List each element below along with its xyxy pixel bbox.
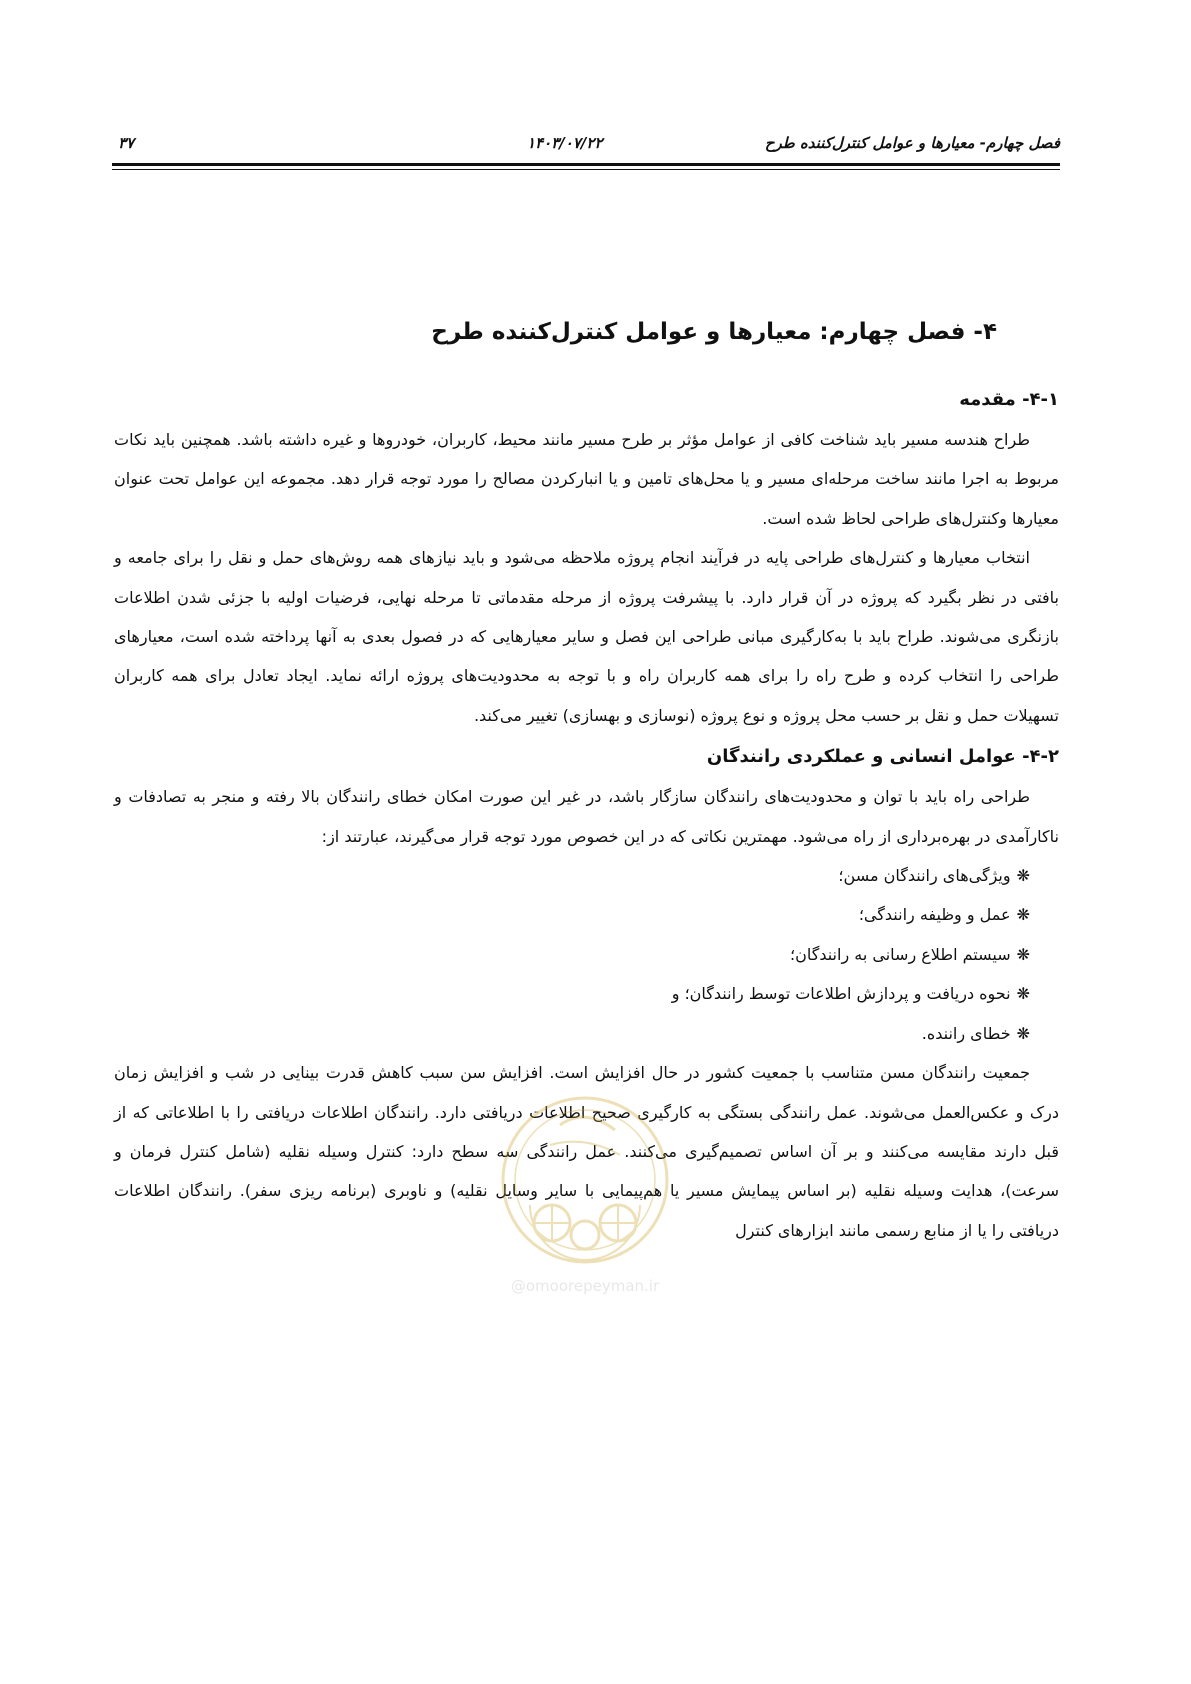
list-item: ❋نحوه دریافت و پردازش اطلاعات توسط رانندگان؛ و [114, 974, 1030, 1013]
header-chapter-title: فصل چهارم- معیارها و عوامل کنترل‌کننده طرح [764, 134, 1060, 152]
header-rule-thin [112, 169, 1060, 170]
paragraph: طراح هندسه مسیر باید شناخت کافی از عوامل مؤثر بر طرح مسیر مانند محیط، کاربران، خودروها و غیره داشته باشد. همچنین باید نکات مربوط به اجرا مانند ساخت مرحله‌ای مسیر و یا محل‌های تامین و یا انبارکردن مصالح را مورد توجه قرار دهد. مجموعه این عوامل تحت عنوان معیارها وکنترل‌های طراحی لحاظ شده است. [114, 430, 1059, 528]
paragraph: انتخاب معیارها و کنترل‌های طراحی پایه در فرآیند انجام پروژه ملاحظه می‌شود و باید نیازهای همه روش‌های حمل و نقل را برای جامعه و بافتی در نظر بگیرد که پروژه در آن قرار دارد. با پیشرفت پروژه از مرحله مقدماتی تا مرحله نهایی، فرضیات اولیه با جزئی شدن اطلاعات بازنگری می‌شوند. طراح باید با به‌کارگیری مبانی طراحی این فصل و سایر معیارهایی که در فصول بعدی به آنها پرداخته شده است، معیارهای طراحی را انتخاب کرده و طرح راه را برای همه کاربران راه و با توجه به محدودیت‌های پروژه ارائه نماید. ایجاد تعادل برای همه کاربران تسهیلات حمل و نقل بر حسب محل پروژه و نوع پروژه (نوسازی و بهسازی) تغییر می‌کند. [114, 548, 1059, 725]
list-item: ❋خطای راننده. [114, 1014, 1030, 1053]
bullet-list [114, 856, 1059, 1053]
list-item: ❋عمل و وظیفه رانندگی؛ [114, 895, 1030, 934]
header-date: ۱۴۰۳/۰۷/۲۲ [527, 134, 603, 152]
paragraph: جمعیت رانندگان مسن متناسب با جمعیت کشور در حال افزایش است. افزایش سن سبب کاهش قدرت بینایی در شب و افزایش زمان درک و عکس‌العمل می‌شوند. عمل رانندگی بستگی به کارگیری صحیح اطلاعات دریافتی دارد. رانندگان اطلاعات دریافتی را با اطلاعاتی که از قبل دارند مقایسه می‌کنند و بر آن اساس تصمیم‌گیری می‌کنند. عمل رانندگی سه سطح دارد: کنترل وسیله نقلیه (شامل کنترل فرمان و سرعت)، هدایت وسیله نقلیه (بر اساس پیمایش مسیر یا هم‌پیمایی با سایر وسایل نقلیه) و ناوبری (برنامه ریزی سفر). رانندگان اطلاعات دریافتی را یا از منابع رسمی مانند ابزارهای کنترل [114, 1063, 1059, 1240]
paragraph: طراحی راه باید با توان و محدودیت‌های رانندگان سازگار باشد، در غیر این صورت امکان خطای رانندگان بالا رفته و منجر به تصادفات و ناکارآمدی در بهره‌برداری از راه می‌شود. مهمترین نکاتی که در این خصوص مورد توجه قرار می‌گیرند، عبارتند از: [114, 787, 1059, 846]
list-item: ❋سیستم اطلاع رسانی به رانندگان؛ [114, 935, 1030, 974]
section-title-introduction: ۴-۱- مقدمه [959, 389, 1059, 410]
section-title-human-factors: ۴-۲- عوامل انسانی و عملکردی رانندگان [706, 746, 1059, 768]
chapter-title: ۴- فصل چهارم: معیارها و عوامل کنترل‌کننده طرح [431, 319, 997, 345]
bullet-icon: ❋ [1016, 905, 1030, 925]
svg-text:@omoorepeyman.ir: @omoorepeyman.ir [510, 1277, 660, 1295]
bullet-icon: ❋ [1016, 984, 1030, 1004]
header-rule-thick [112, 163, 1060, 166]
bullet-icon: ❋ [1016, 866, 1030, 886]
watermark-logo-icon [490, 1085, 680, 1295]
list-item: ❋ویژگی‌های رانندگان مسن؛ [114, 856, 1030, 895]
bullet-icon: ❋ [1016, 944, 1030, 964]
running-header [112, 128, 1060, 160]
bullet-icon: ❋ [1016, 1023, 1030, 1043]
page-number: ۳۷ [118, 134, 135, 152]
